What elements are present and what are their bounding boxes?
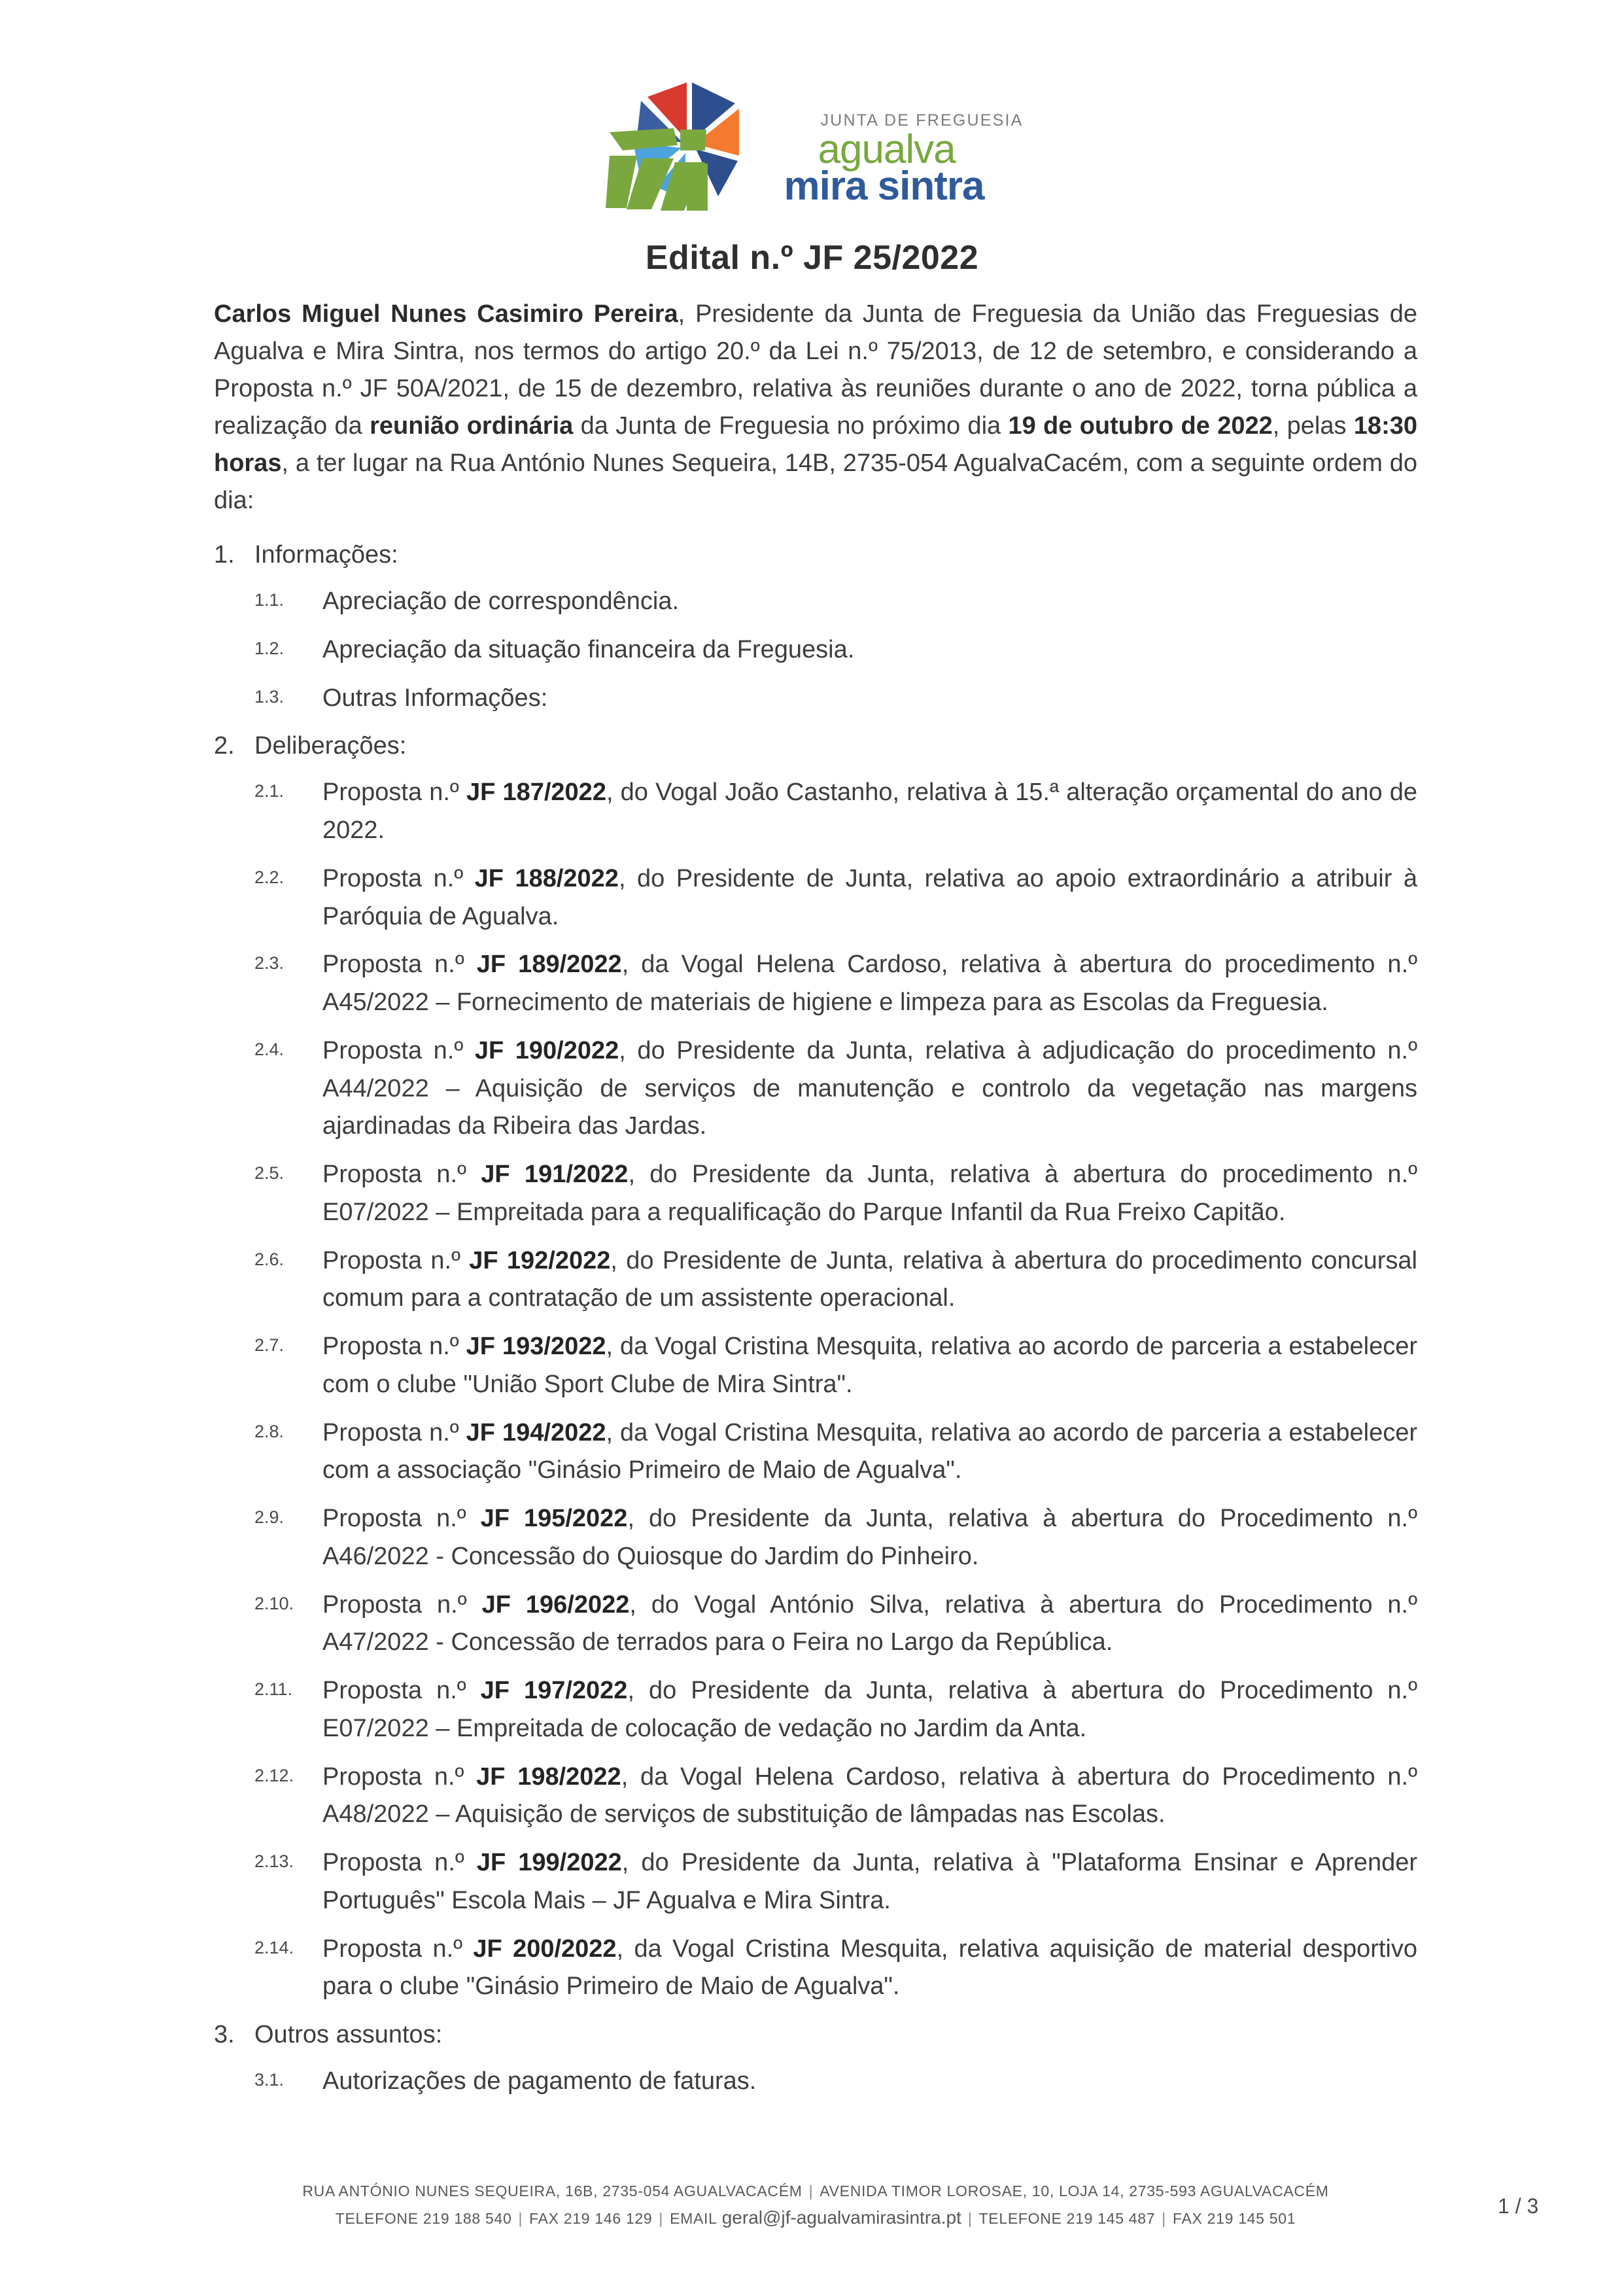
agenda-subitem <box>254 1156 1417 1232</box>
footer-contacts <box>214 2203 1417 2232</box>
agenda-subitem-reference: JF 194/2022 <box>466 1418 606 1446</box>
agenda-subitem-reference: JF 192/2022 <box>469 1246 611 1274</box>
agenda-subitem-text: , do Vogal António Silva, relativa à abertura do Procedimento n.º A47/2022 - Concessão de terrados para o Feira no Largo da República. <box>322 1590 1417 1656</box>
agenda-subitem-reference: JF 196/2022 <box>481 1590 630 1619</box>
agenda-subitem <box>254 1844 1417 1920</box>
agenda-subitem-text: , do Presidente de Junta, relativa à abertura do procedimento concursal comum para a contratação de um assistente operacional. <box>322 1246 1417 1312</box>
agenda-subitem-reference: JF 200/2022 <box>473 1935 617 1963</box>
footer-separator-icon: | <box>659 2209 664 2227</box>
agenda-subitem-number: 2.14. <box>254 1937 294 1957</box>
agenda-subitem-text: , do Presidente da Junta, relativa à "Plataforma Ensinar e Aprender Português" Escola Mais – JF Agualva e Mira Sintra. <box>322 1849 1417 1914</box>
agenda-subitem-list <box>254 2063 1417 2101</box>
agenda-subitem-text: Apreciação de correspondência. <box>322 587 680 615</box>
agenda-subitem-number: 2.2. <box>254 867 285 887</box>
agenda-subitem-text: Apreciação da situação financeira da Freguesia. <box>322 635 855 663</box>
agenda-subitem-prefix: Proposta n.º <box>322 951 477 979</box>
agenda-subitem-text: , do Presidente da Junta, relativa à abertura do procedimento n.º E07/2022 – Empreitada para a requalificação do Parque Infantil da Rua Freixo Capitão. <box>322 1161 1418 1226</box>
agenda-section <box>214 727 1417 2006</box>
logo-name-mira-sintra: mira sintra <box>784 164 984 209</box>
agenda-subitem <box>254 2063 1417 2101</box>
agenda-subitem-number: 2.10. <box>254 1593 294 1613</box>
agenda-subitem <box>254 1032 1417 1146</box>
page-number: 1 / 3 <box>1498 2194 1539 2218</box>
agenda-subitem-number: 1.3. <box>254 686 285 707</box>
agenda-subitem-text: Autorizações de pagamento de faturas. <box>322 2067 757 2095</box>
pinwheel-logo-icon <box>600 72 777 216</box>
agenda-subitem-prefix: Proposta n.º <box>322 1161 481 1188</box>
logo-header <box>0 69 1624 219</box>
agenda-subitem <box>254 680 1417 718</box>
footer-separator-icon: | <box>967 2209 973 2227</box>
meeting-type: reunião ordinária <box>370 412 574 440</box>
agenda-subitem <box>254 1672 1417 1748</box>
footer-telephone-1-label: TELEFONE <box>335 2209 419 2227</box>
agenda-subitem-text: , da Vogal Cristina Mesquita, relativa ao acordo de parceria a estabelecer com o clube "União Sport Clube de Mira Sintra". <box>322 1333 1417 1398</box>
agenda-subitem-text: , da Vogal Helena Cardoso, relativa à abertura do procedimento n.º A45/2022 – Fornecimento de materiais de higiene e limpeza para as Escolas da Freguesia. <box>322 951 1418 1016</box>
agenda-subitem-number: 1.1. <box>254 590 285 610</box>
agenda-subitem-number: 2.1. <box>254 781 285 801</box>
logo-wordmark <box>784 113 1023 216</box>
agenda-subitem-reference: JF 187/2022 <box>466 779 606 807</box>
agenda-subitem-text: , do Presidente da Junta, relativa à abertura do Procedimento n.º A46/2022 - Concessão do Quiosque do Jardim do Pinheiro. <box>322 1505 1417 1570</box>
agenda-subitem-number: 1.2. <box>254 638 285 658</box>
footer-telephone-1: 219 188 540 <box>423 2209 512 2227</box>
intro-part-4: , a ter lugar na Rua António Nunes Sequeira, 14B, 2735-054 AgualvaCacém, com a seguinte ordem do dia: <box>214 449 1417 514</box>
agenda-subitem-prefix: Proposta n.º <box>322 864 475 892</box>
agenda-subitem <box>254 1759 1417 1834</box>
agenda-section-number: 2. <box>214 732 235 760</box>
agenda-subitem-prefix: Proposta n.º <box>322 1505 481 1532</box>
agenda-subitem-number: 2.3. <box>254 953 285 973</box>
agenda-subitem-text: , do Vogal João Castanho, relativa à 15.ª alteração orçamental do ano de 2022. <box>322 779 1418 844</box>
agenda-subitem-text: Outras Informações: <box>322 684 548 712</box>
footer-telephone-2-label: TELEFONE <box>978 2209 1062 2227</box>
agenda-subitem <box>254 1586 1417 1662</box>
agenda-section-label: Informações: <box>254 541 398 569</box>
agenda-section-number: 1. <box>214 541 235 569</box>
agenda-subitem <box>254 1242 1417 1318</box>
footer-email-label: EMAIL <box>670 2209 717 2227</box>
agenda-subitem-prefix: Proposta n.º <box>322 1849 477 1876</box>
agenda-subitem-reference: JF 195/2022 <box>480 1505 628 1532</box>
agenda-subitem-prefix: Proposta n.º <box>322 1418 466 1446</box>
agenda-subitem-prefix: Proposta n.º <box>322 1036 475 1064</box>
agenda-subitem-number: 2.12. <box>254 1765 294 1785</box>
intro-part-3: , pelas <box>1272 412 1354 440</box>
footer-fax-2: 219 145 501 <box>1207 2209 1296 2227</box>
agenda-subitem-prefix: Proposta n.º <box>322 1246 470 1274</box>
agenda-subitem <box>254 946 1417 1022</box>
agenda-subitem-list <box>254 583 1417 717</box>
agenda-subitem-reference: JF 191/2022 <box>481 1161 629 1188</box>
logo-name-agualva: agualva <box>818 127 956 172</box>
agenda-subitem-reference: JF 197/2022 <box>480 1677 628 1704</box>
agenda-subitem-list <box>254 774 1417 2006</box>
agenda-subitem-prefix: Proposta n.º <box>322 1590 482 1619</box>
page-title: Edital n.º JF 25/2022 <box>645 239 979 277</box>
meeting-date: 19 de outubro de 2022 <box>1008 412 1273 440</box>
footer-email[interactable]: geral@jf-agualvamirasintra.pt <box>721 2207 961 2228</box>
page-footer <box>214 2180 1417 2232</box>
agenda-subitem-number: 3.1. <box>254 2070 285 2090</box>
footer-fax-2-label: FAX <box>1172 2209 1203 2227</box>
agenda-subitem <box>254 1931 1417 2006</box>
agenda-subitem-reference: JF 189/2022 <box>476 951 622 979</box>
agenda-subitem-number: 2.8. <box>254 1421 285 1441</box>
agenda-subitem-text: , do Presidente de Junta, relativa ao apoio extraordinário a atribuir à Paróquia de Agualva. <box>322 864 1417 930</box>
president-name: Carlos Miguel Nunes Casimiro Pereira <box>214 300 678 328</box>
agenda-section-number: 3. <box>214 2021 235 2048</box>
agenda-subitem-number: 2.6. <box>254 1249 285 1269</box>
intro-paragraph <box>214 296 1417 519</box>
agenda-section <box>214 536 1417 717</box>
agenda-subitem-prefix: Proposta n.º <box>322 1762 477 1791</box>
footer-address-2: AVENIDA TIMOR LOROSAE, 10, LOJA 14, 2735-593 AGUALVACACÉM <box>820 2182 1329 2199</box>
agenda-subitem-number: 2.7. <box>254 1335 285 1355</box>
intro-part-2: da Junta de Freguesia no próximo dia <box>573 412 1009 440</box>
agenda-subitem-reference: JF 188/2022 <box>474 864 619 892</box>
agenda-subitem-text: , do Presidente da Junta, relativa à adjudicação do procedimento n.º A44/2022 – Aquisição de serviços de manutenção e controlo da vegetação nas margens ajardinadas da Ribeira das Jardas. <box>322 1036 1417 1140</box>
agenda-subitem-number: 2.9. <box>254 1507 285 1527</box>
footer-fax-1: 219 146 129 <box>563 2209 653 2227</box>
footer-addresses <box>214 2180 1417 2203</box>
footer-address-1: RUA ANTÓNIO NUNES SEQUEIRA, 16B, 2735-054 AGUALVACACÉM <box>302 2182 803 2199</box>
footer-separator-icon: | <box>808 2182 814 2199</box>
agenda-subitem-prefix: Proposta n.º <box>322 1333 466 1360</box>
agenda-section <box>214 2016 1417 2101</box>
agenda-subitem-text: , da Vogal Helena Cardoso, relativa à abertura do Procedimento n.º A48/2022 – Aquisição de serviços de substituição de lâmpadas nas Escolas. <box>322 1762 1417 1829</box>
agenda-subitem-reference: JF 198/2022 <box>476 1762 621 1791</box>
agenda-subitem <box>254 1414 1417 1490</box>
agenda-subitem-text: , da Vogal Cristina Mesquita, relativa aquisição de material desportivo para o clube "Ginásio Primeiro de Maio de Agualva". <box>322 1935 1417 2001</box>
document-body <box>214 296 1417 2111</box>
footer-telephone-2: 219 145 487 <box>1066 2209 1156 2227</box>
agenda-section-label: Outros assuntos: <box>254 2021 443 2048</box>
agenda-subitem <box>254 1328 1417 1404</box>
agenda-subitem-prefix: Proposta n.º <box>322 1677 481 1704</box>
agenda-subitem-prefix: Proposta n.º <box>322 1935 474 1963</box>
footer-separator-icon: | <box>1162 2209 1166 2227</box>
agenda-subitem-text: , do Presidente da Junta, relativa à abertura do Procedimento n.º E07/2022 – Empreitada de colocação de vedação no Jardim da Anta. <box>322 1677 1417 1742</box>
agenda-subitem <box>254 1500 1417 1576</box>
footer-separator-icon: | <box>518 2209 523 2227</box>
agenda-subitem <box>254 774 1417 850</box>
agenda-subitem <box>254 860 1417 936</box>
agenda-subitem-number: 2.5. <box>254 1163 285 1183</box>
meeting-time: 18:30 horas <box>214 412 1417 477</box>
agenda-subitem-number: 2.13. <box>254 1851 294 1871</box>
agenda-subitem-prefix: Proposta n.º <box>322 779 466 807</box>
agenda-subitem-text: , da Vogal Cristina Mesquita, relativa ao acordo de parceria a estabelecer com a associação "Ginásio Primeiro de Maio de Agualva". <box>322 1418 1417 1484</box>
agenda-subitem-reference: JF 199/2022 <box>476 1849 622 1876</box>
agenda-subitem-number: 2.11. <box>254 1679 293 1699</box>
agenda-subitem <box>254 631 1417 669</box>
agenda-subitem-number: 2.4. <box>254 1039 285 1059</box>
agenda-subitem-reference: JF 190/2022 <box>474 1036 619 1064</box>
agenda-subitem-reference: JF 193/2022 <box>466 1333 606 1360</box>
agenda-subitem <box>254 583 1417 621</box>
intro-part-1: , Presidente da Junta de Freguesia da União das Freguesias de Agualva e Mira Sintra, nos termos do artigo 20.º da Lei n.º 75/2013, de 12 de setembro, e considerando a Proposta n.º JF 50A/2021, de 15 de dezembro, relativa às reuniões durante o ano de 2022, torna pública a realização da <box>214 300 1417 440</box>
logo-supra-text: JUNTA DE FREGUESIA <box>820 111 1024 130</box>
footer-fax-1-label: FAX <box>529 2209 559 2227</box>
agenda-list <box>214 536 1417 2101</box>
agenda-section-label: Deliberações: <box>254 732 407 760</box>
